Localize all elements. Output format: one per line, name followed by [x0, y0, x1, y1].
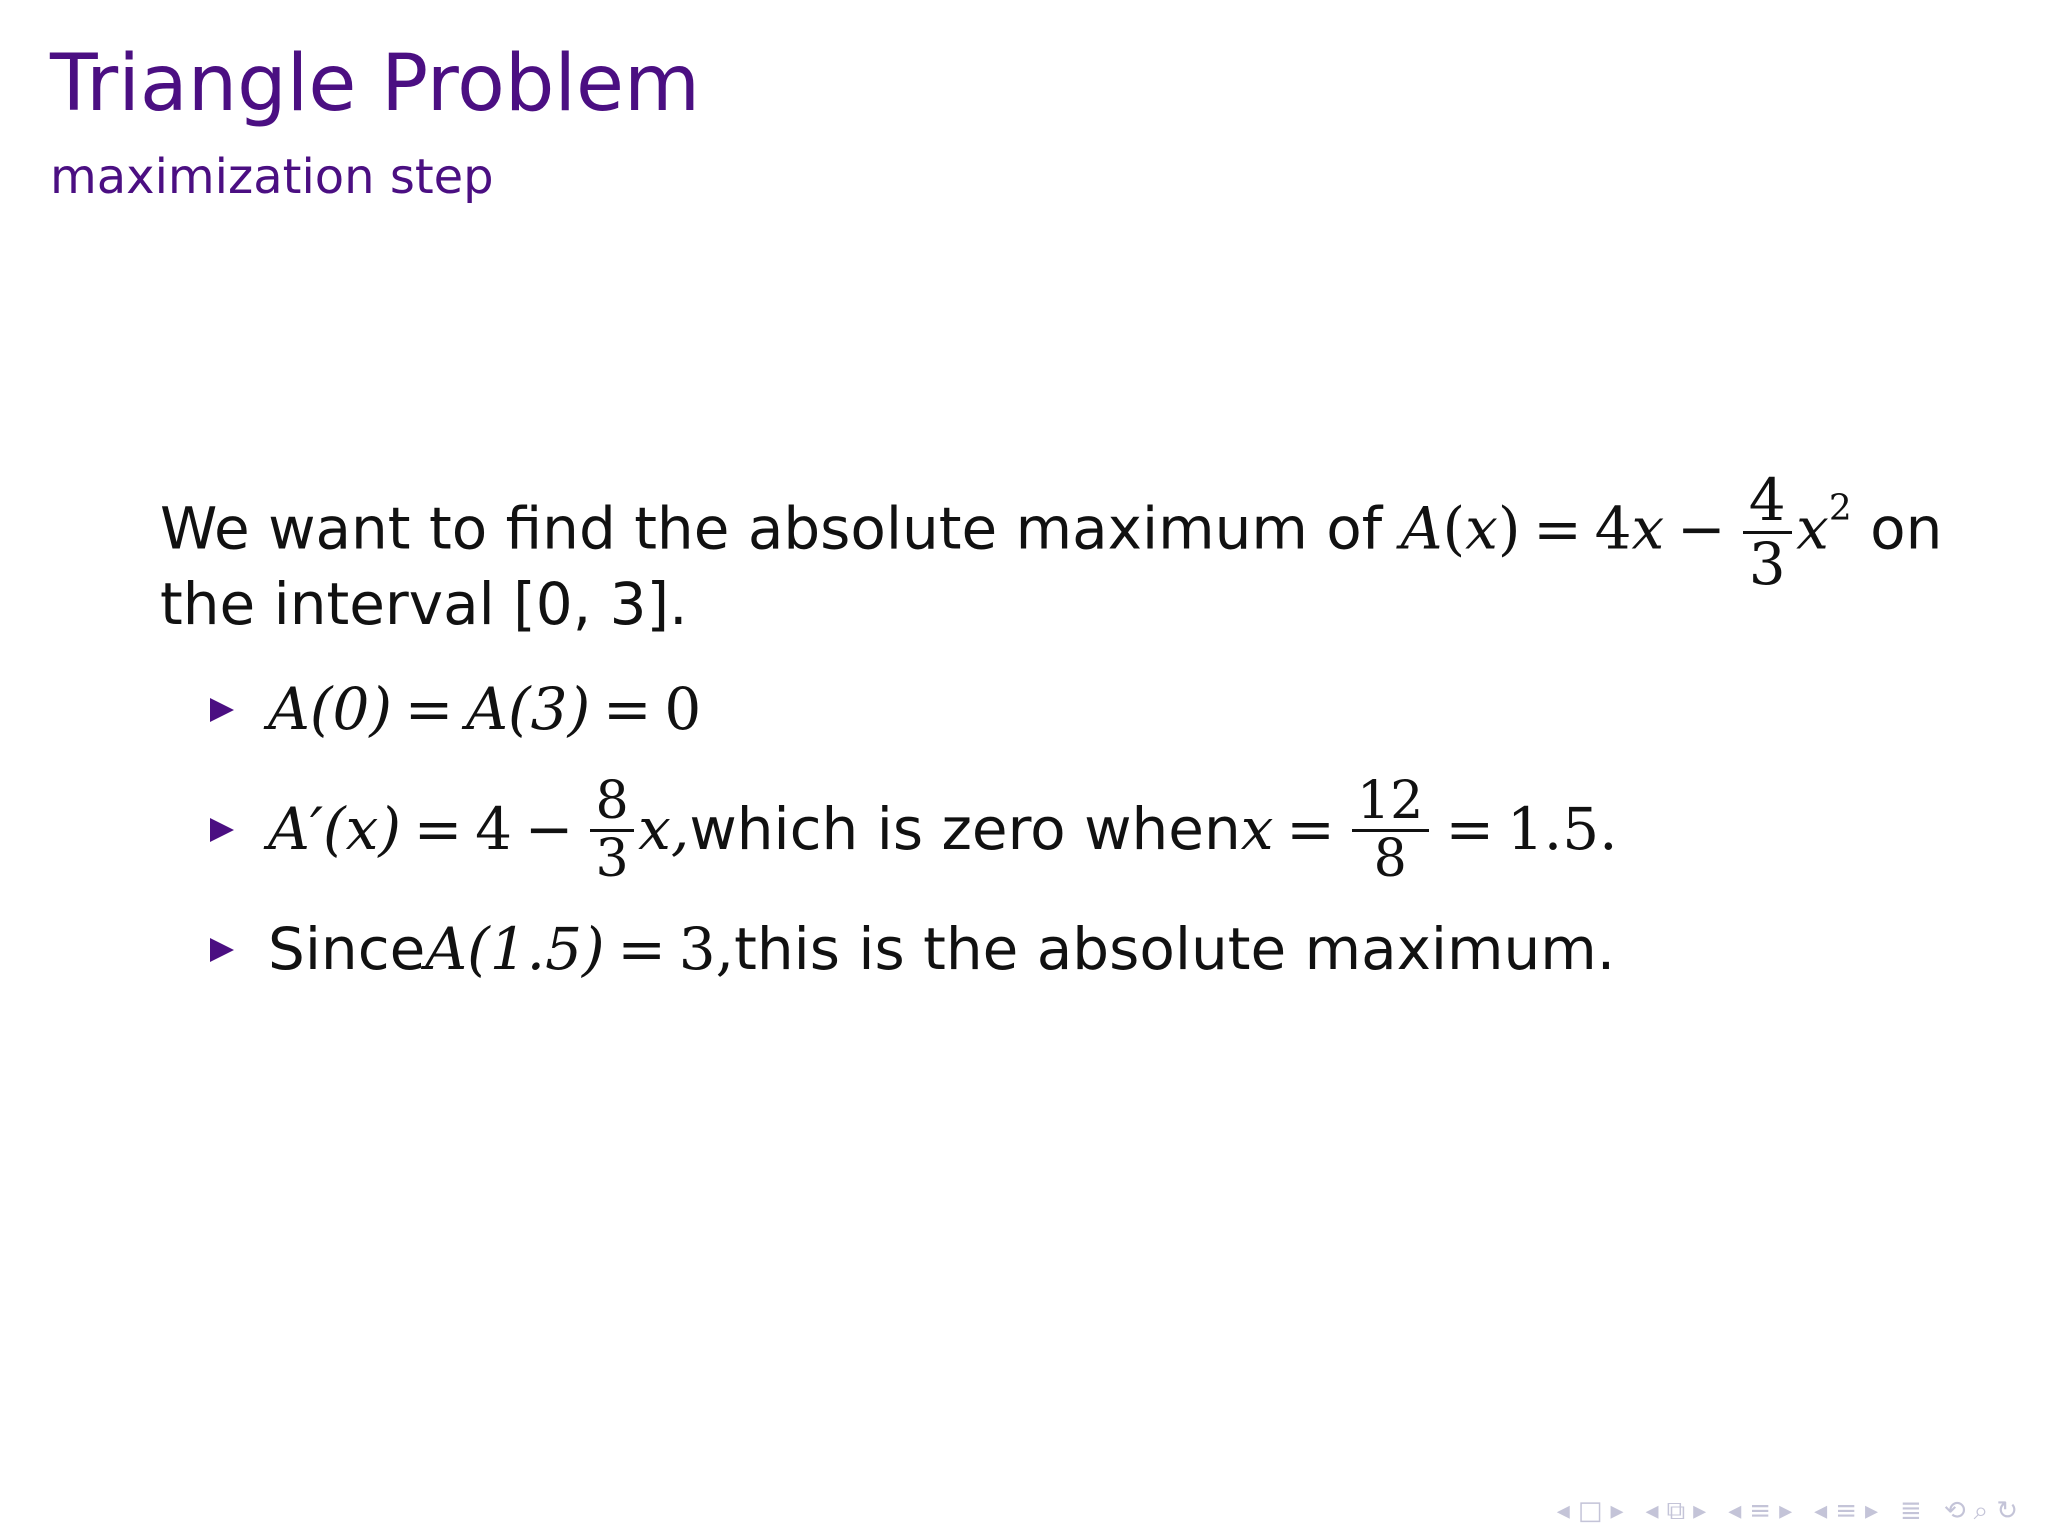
nav-next-part-icon[interactable]: ▸: [1864, 1496, 1879, 1526]
nav-frame-group: [1557, 1498, 1624, 1524]
bullet2-eq3: =: [1445, 795, 1495, 864]
intro-exponent: 2: [1828, 487, 1852, 529]
bullet2-frac1-num: 8: [590, 774, 634, 832]
intro-equals: =: [1533, 494, 1582, 563]
nav-next-subsection-icon[interactable]: ▸: [1693, 1496, 1707, 1526]
intro-term1: 4: [1594, 494, 1632, 563]
nav-next-frame-icon[interactable]: ▸: [1610, 1496, 1624, 1526]
nav-align-icon[interactable]: ≣: [1900, 1496, 1922, 1526]
bullet2-minus: −: [524, 795, 574, 864]
nav-prev-frame-icon[interactable]: ◂: [1556, 1496, 1570, 1526]
nav-part-icon[interactable]: ≡: [1835, 1496, 1857, 1526]
bullet2-frac1-den: 3: [595, 828, 629, 889]
nav-frame-icon[interactable]: □: [1577, 1496, 1603, 1526]
bullet1-eq2: =: [602, 675, 652, 744]
bullet3-eq: =: [617, 915, 667, 984]
bullet-list: [210, 660, 1618, 1000]
bullet1-rhs: 0: [664, 675, 702, 744]
nav-back-icon[interactable]: ⟲: [1943, 1496, 1966, 1526]
intro-close-paren: ): [1497, 494, 1521, 563]
bullet2-fraction-1: [590, 770, 634, 889]
bullet2-lhs: A′(x): [268, 795, 402, 864]
nav-prev-section-icon[interactable]: ◂: [1728, 1496, 1742, 1526]
nav-section-group: [1728, 1498, 1792, 1524]
intro-text-before: We want to find the absolute maximum of: [160, 494, 1401, 563]
nav-subsection-icon[interactable]: ⧉: [1666, 1496, 1686, 1526]
bullet2-result: 1.5.: [1506, 795, 1618, 864]
bullet1-mid: A(3): [466, 675, 591, 744]
bullet3-suffix: this is the absolute maximum.: [734, 915, 1616, 984]
bullet2-x: x: [1240, 795, 1274, 864]
intro-var-3: x: [1796, 494, 1829, 563]
intro-frac-den: 3: [1748, 529, 1786, 598]
bullet2-four: 4: [475, 795, 513, 864]
intro-var-2: x: [1631, 494, 1665, 563]
bullet2-eq1: =: [413, 795, 463, 864]
nav-next-section-icon[interactable]: ▸: [1779, 1496, 1793, 1526]
nav-search-group: [1944, 1498, 2018, 1524]
nav-align-group: [1900, 1498, 1922, 1524]
slide-subtitle: maximization step: [50, 149, 494, 205]
intro-var: x: [1465, 494, 1498, 563]
bullet-item-3: [210, 900, 1618, 1000]
nav-section-icon[interactable]: ≡: [1749, 1496, 1772, 1526]
bullet2-after-frac1: x,: [638, 795, 690, 864]
intro-open-paren: (: [1442, 494, 1466, 563]
nav-search-icon[interactable]: ⌕: [1973, 1496, 1989, 1526]
bullet-item-1: [210, 660, 1618, 760]
bullet2-fraction-2: [1352, 770, 1429, 889]
nav-prev-subsection-icon[interactable]: ◂: [1645, 1496, 1659, 1526]
bullet-triangle-icon: [210, 698, 234, 722]
bullet2-text: which is zero when: [689, 795, 1241, 864]
intro-text-after: on: [1851, 494, 1943, 563]
bullet1-eq1: =: [404, 675, 454, 744]
nav-redo-icon[interactable]: ↻: [1996, 1496, 2018, 1526]
bullet-item-2: [210, 760, 1618, 900]
intro-minus: −: [1677, 494, 1726, 563]
intro-func-name: A: [1400, 494, 1443, 563]
nav-subsection-group: [1646, 1498, 1707, 1524]
bullet-triangle-icon: [210, 818, 234, 842]
bullet3-prefix: Since: [268, 915, 426, 984]
intro-frac-num: 4: [1743, 470, 1792, 534]
beamer-navigation-bar: [1557, 1498, 2018, 1524]
bullet-triangle-icon: [210, 938, 234, 962]
slide-title: Triangle Problem: [50, 39, 701, 129]
bullet3-value: 3,: [678, 915, 735, 984]
intro-line-2: the interval [0, 3].: [160, 570, 688, 638]
bullet2-eq2: =: [1286, 795, 1335, 864]
bullet2-frac2-den: 8: [1373, 828, 1407, 889]
nav-part-group: [1814, 1498, 1878, 1524]
nav-prev-part-icon[interactable]: ◂: [1814, 1496, 1828, 1526]
bullet3-expr: A(1.5): [425, 915, 605, 984]
bullet1-lhs: A(0): [268, 675, 393, 744]
bullet2-frac2-num: 12: [1352, 774, 1429, 832]
